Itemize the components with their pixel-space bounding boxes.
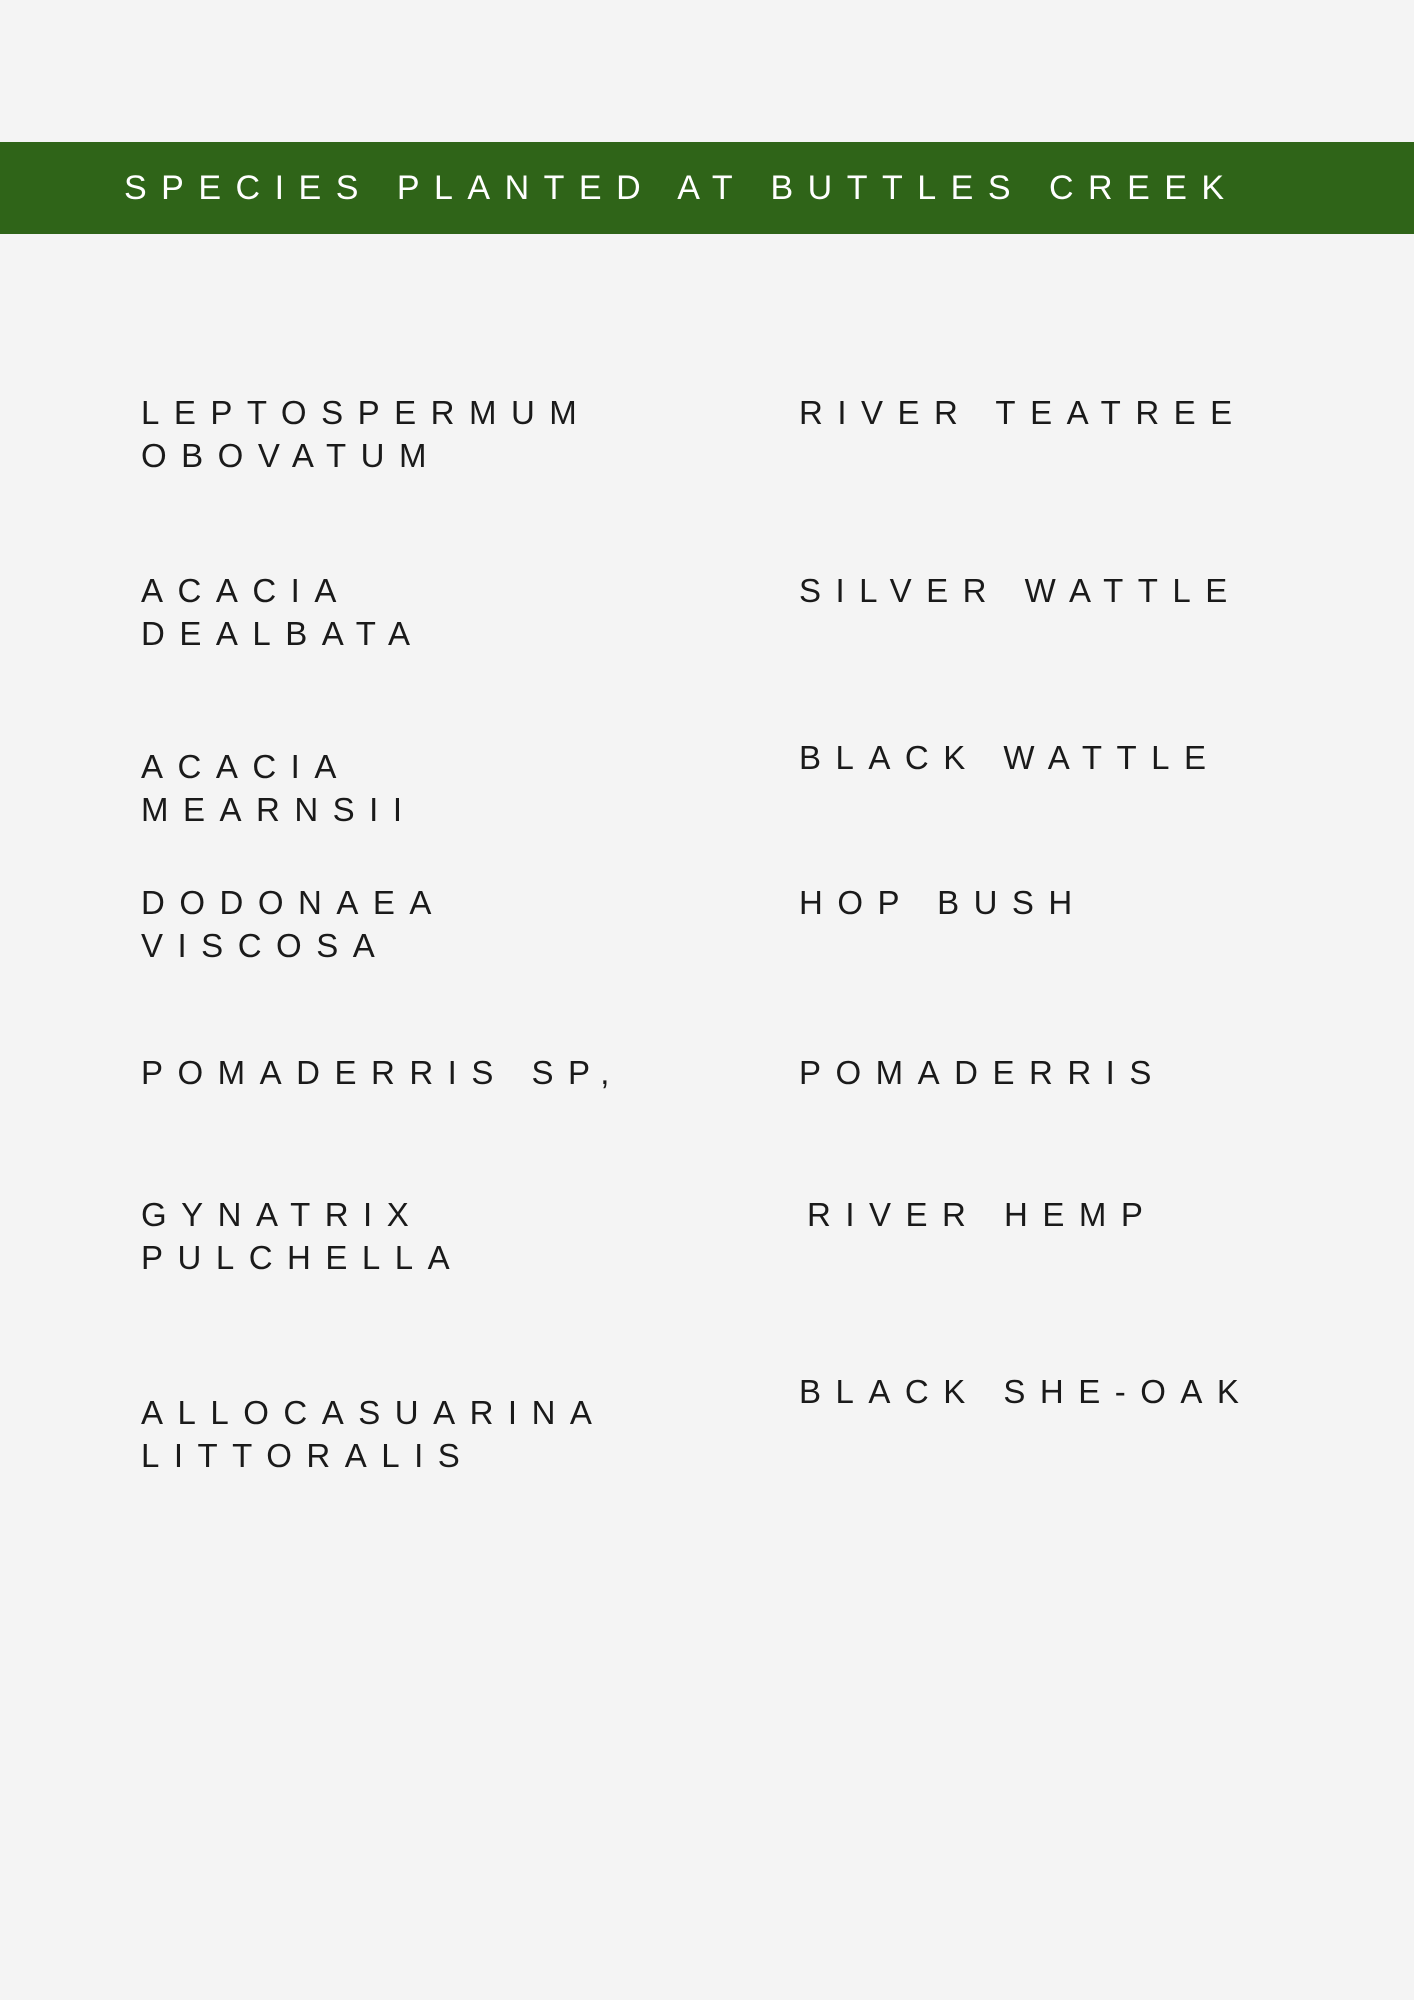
- species-1-scientific-name: [141, 391, 591, 477]
- species-3-scientific-line-2: MEARNSII: [141, 791, 417, 828]
- species-7-scientific-line-2: LITTORALIS: [141, 1437, 475, 1474]
- species-1-scientific-line-2: OBOVATUM: [141, 437, 441, 474]
- species-4-scientific-line-1: DODONAEA: [141, 884, 446, 921]
- species-7-common-name: BLACK SHE-OAK: [799, 1373, 1254, 1410]
- species-3-scientific-name: [141, 745, 417, 831]
- species-4-scientific-line-2: VISCOSA: [141, 927, 390, 964]
- species-6-scientific-line-1: GYNATRIX: [141, 1196, 424, 1233]
- species-5-common-name: POMADERRIS: [799, 1054, 1166, 1091]
- species-6-scientific-line-2: PULCHELLA: [141, 1239, 465, 1276]
- species-6-common-name: RIVER HEMP: [807, 1196, 1158, 1233]
- species-3-scientific-line-1: ACACIA: [141, 748, 351, 785]
- species-2-scientific-line-1: ACACIA: [141, 572, 351, 609]
- species-4-common-name: HOP BUSH: [799, 884, 1087, 921]
- species-7-scientific-name: [141, 1391, 606, 1477]
- species-4-scientific-name: [141, 881, 446, 967]
- species-3-common-name: BLACK WATTLE: [799, 739, 1221, 776]
- page-title: SPECIES PLANTED AT BUTTLES CREEK: [124, 169, 1239, 207]
- species-2-scientific-name: [141, 569, 425, 655]
- title-banner: [0, 142, 1414, 234]
- species-6-scientific-name: [141, 1193, 464, 1279]
- species-7-scientific-line-1: ALLOCASUARINA: [141, 1394, 607, 1431]
- species-1-scientific-line-1: LEPTOSPERMUM: [141, 394, 592, 431]
- species-5-scientific-line-1: POMADERRIS SP,: [141, 1054, 624, 1091]
- species-1-common-name: RIVER TEATREE: [799, 394, 1247, 431]
- species-2-common-name: SILVER WATTLE: [799, 572, 1242, 609]
- species-2-scientific-line-2: DEALBATA: [141, 615, 425, 652]
- species-5-scientific-name: [141, 1051, 624, 1094]
